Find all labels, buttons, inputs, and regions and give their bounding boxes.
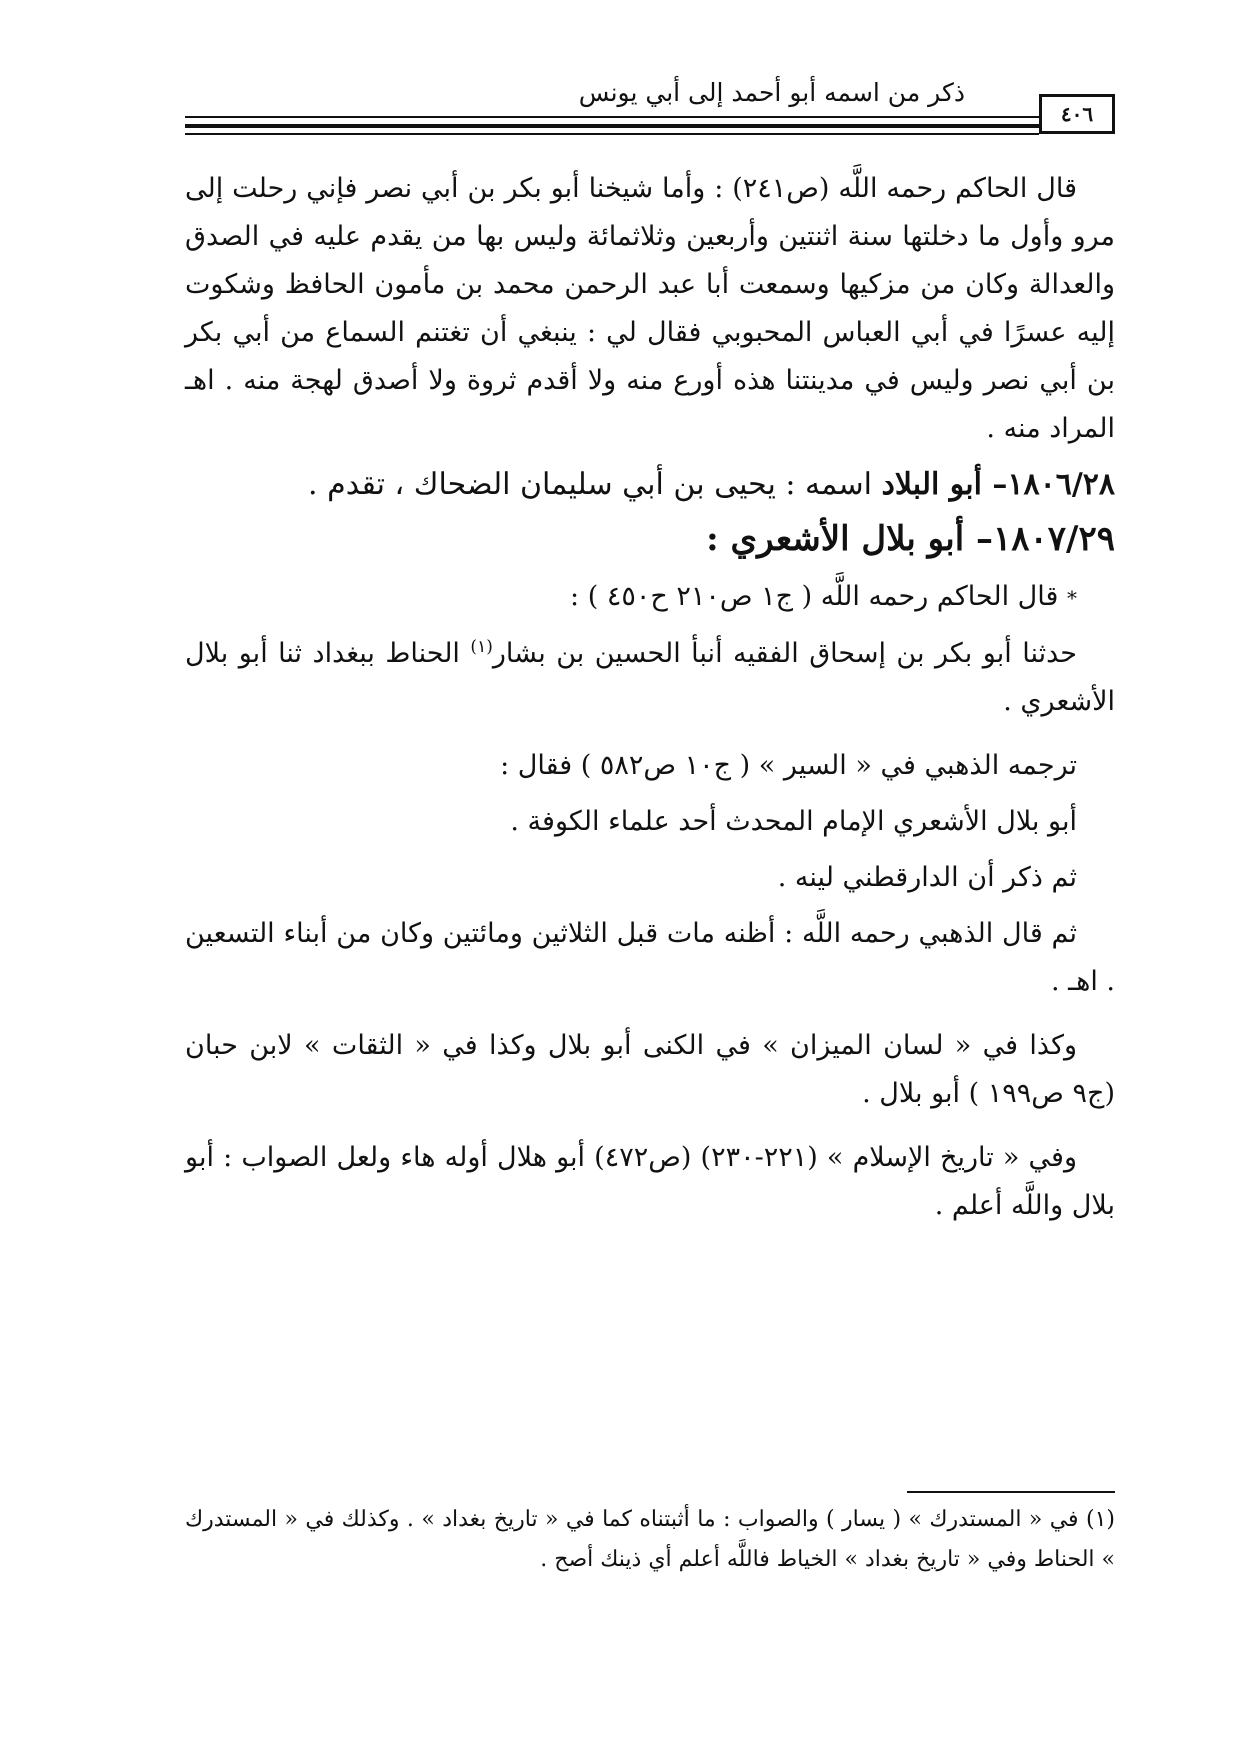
footnote-text: (١) في « المستدرك » ( يسار ) والصواب : ما أثبتناه كما في « تاريخ بغداد » . وكذلك في « المستدرك » الحناط وفي « تاريخ بغداد » الخياط فاللَّه أعلم أي ذينك أصح . bbox=[185, 1507, 1115, 1572]
running-title: ذكر من اسمه أبو أحمد إلى أبي يونس bbox=[578, 78, 965, 107]
paragraph: ثم قال الذهبي رحمه اللَّه : أظنه مات قبل الثلاثين ومائتين وكان من أبناء التسعين . اهـ . bbox=[185, 918, 1115, 997]
paragraph bbox=[185, 573, 1115, 622]
paragraph bbox=[185, 630, 1115, 726]
entry-name: – أبو بلال الأشعري : bbox=[706, 519, 993, 559]
paragraph: ترجمه الذهبي في « السير » ( ج١٠ ص٥٨٢ ) فقال : bbox=[500, 750, 1077, 781]
star-marker: * bbox=[1067, 586, 1077, 610]
paragraph-text: الحناط ببغداد ثنا أبو بلال الأشعري . bbox=[185, 638, 1115, 717]
entry-name: – أبو البلاد bbox=[881, 467, 1008, 502]
footnote bbox=[185, 1500, 1115, 1580]
header-rule bbox=[185, 116, 1039, 118]
paragraph: وفي « تاريخ الإسلام » (٢٢١-٢٣٠) (ص٤٧٢) أبو هلال أوله هاء ولعل الصواب : أبو بلال واللَّه أعلم . bbox=[185, 1142, 1115, 1221]
paragraph: أبو بلال الأشعري الإمام المحدث أحد علماء الكوفة . bbox=[510, 806, 1077, 837]
entry-number: ١٨٠٧/٢٩ bbox=[993, 519, 1115, 559]
paragraph: ثم ذكر أن الدارقطني لينه . bbox=[777, 862, 1077, 893]
page-number: ٤٠٦ bbox=[1039, 94, 1115, 134]
entry-abu-bilal bbox=[185, 515, 1115, 563]
paragraph-text: حدثنا أبو بكر بن إسحاق الفقيه أنبأ الحسين بن بشار bbox=[492, 638, 1077, 669]
page-header bbox=[185, 78, 1115, 138]
entry-text: اسمه : يحيى بن أبي سليمان الضحاك ، تقدم . bbox=[308, 467, 882, 502]
footnote-reference[interactable]: (١) bbox=[470, 637, 493, 657]
main-text bbox=[185, 165, 1115, 1238]
footnote-separator bbox=[907, 1491, 1115, 1493]
header-rule bbox=[185, 124, 1039, 128]
paragraph-text: قال الحاكم رحمه اللَّه ( ج١ ص٢١٠ ح٤٥٠ ) : bbox=[570, 581, 1067, 612]
paragraph: وكذا في « لسان الميزان » في الكنى أبو بلال وكذا في « الثقات » لابن حبان (ج٩ ص١٩٩ ) أبو بلال . bbox=[185, 1030, 1115, 1109]
entry-number: ١٨٠٦/٢٨ bbox=[1007, 467, 1115, 502]
header-rule bbox=[185, 133, 1039, 135]
paragraph: قال الحاكم رحمه اللَّه (ص٢٤١) : وأما شيخنا أبو بكر بن أبي نصر فإني رحلت إلى مرو وأول ما دخلتها سنة اثنتين وأربعين وثلاثمائة وليس بها من يقدم عليه في الصدق والعدالة وكان من مزكيها وسمعت أبا عبد الرحمن محمد بن مأمون الحافظ وشكوت إليه عسرًا في أبي العباس المحبوبي فقال لي : ينبغي أن تغتنم السماع من أبي بكر بن أبي نصر وليس في مدينتنا هذه أورع منه ولا أقدم ثروة ولا أصدق لهجة منه . اهـ المراد منه . bbox=[185, 173, 1115, 444]
entry-abu-al-bilad bbox=[185, 461, 1115, 509]
